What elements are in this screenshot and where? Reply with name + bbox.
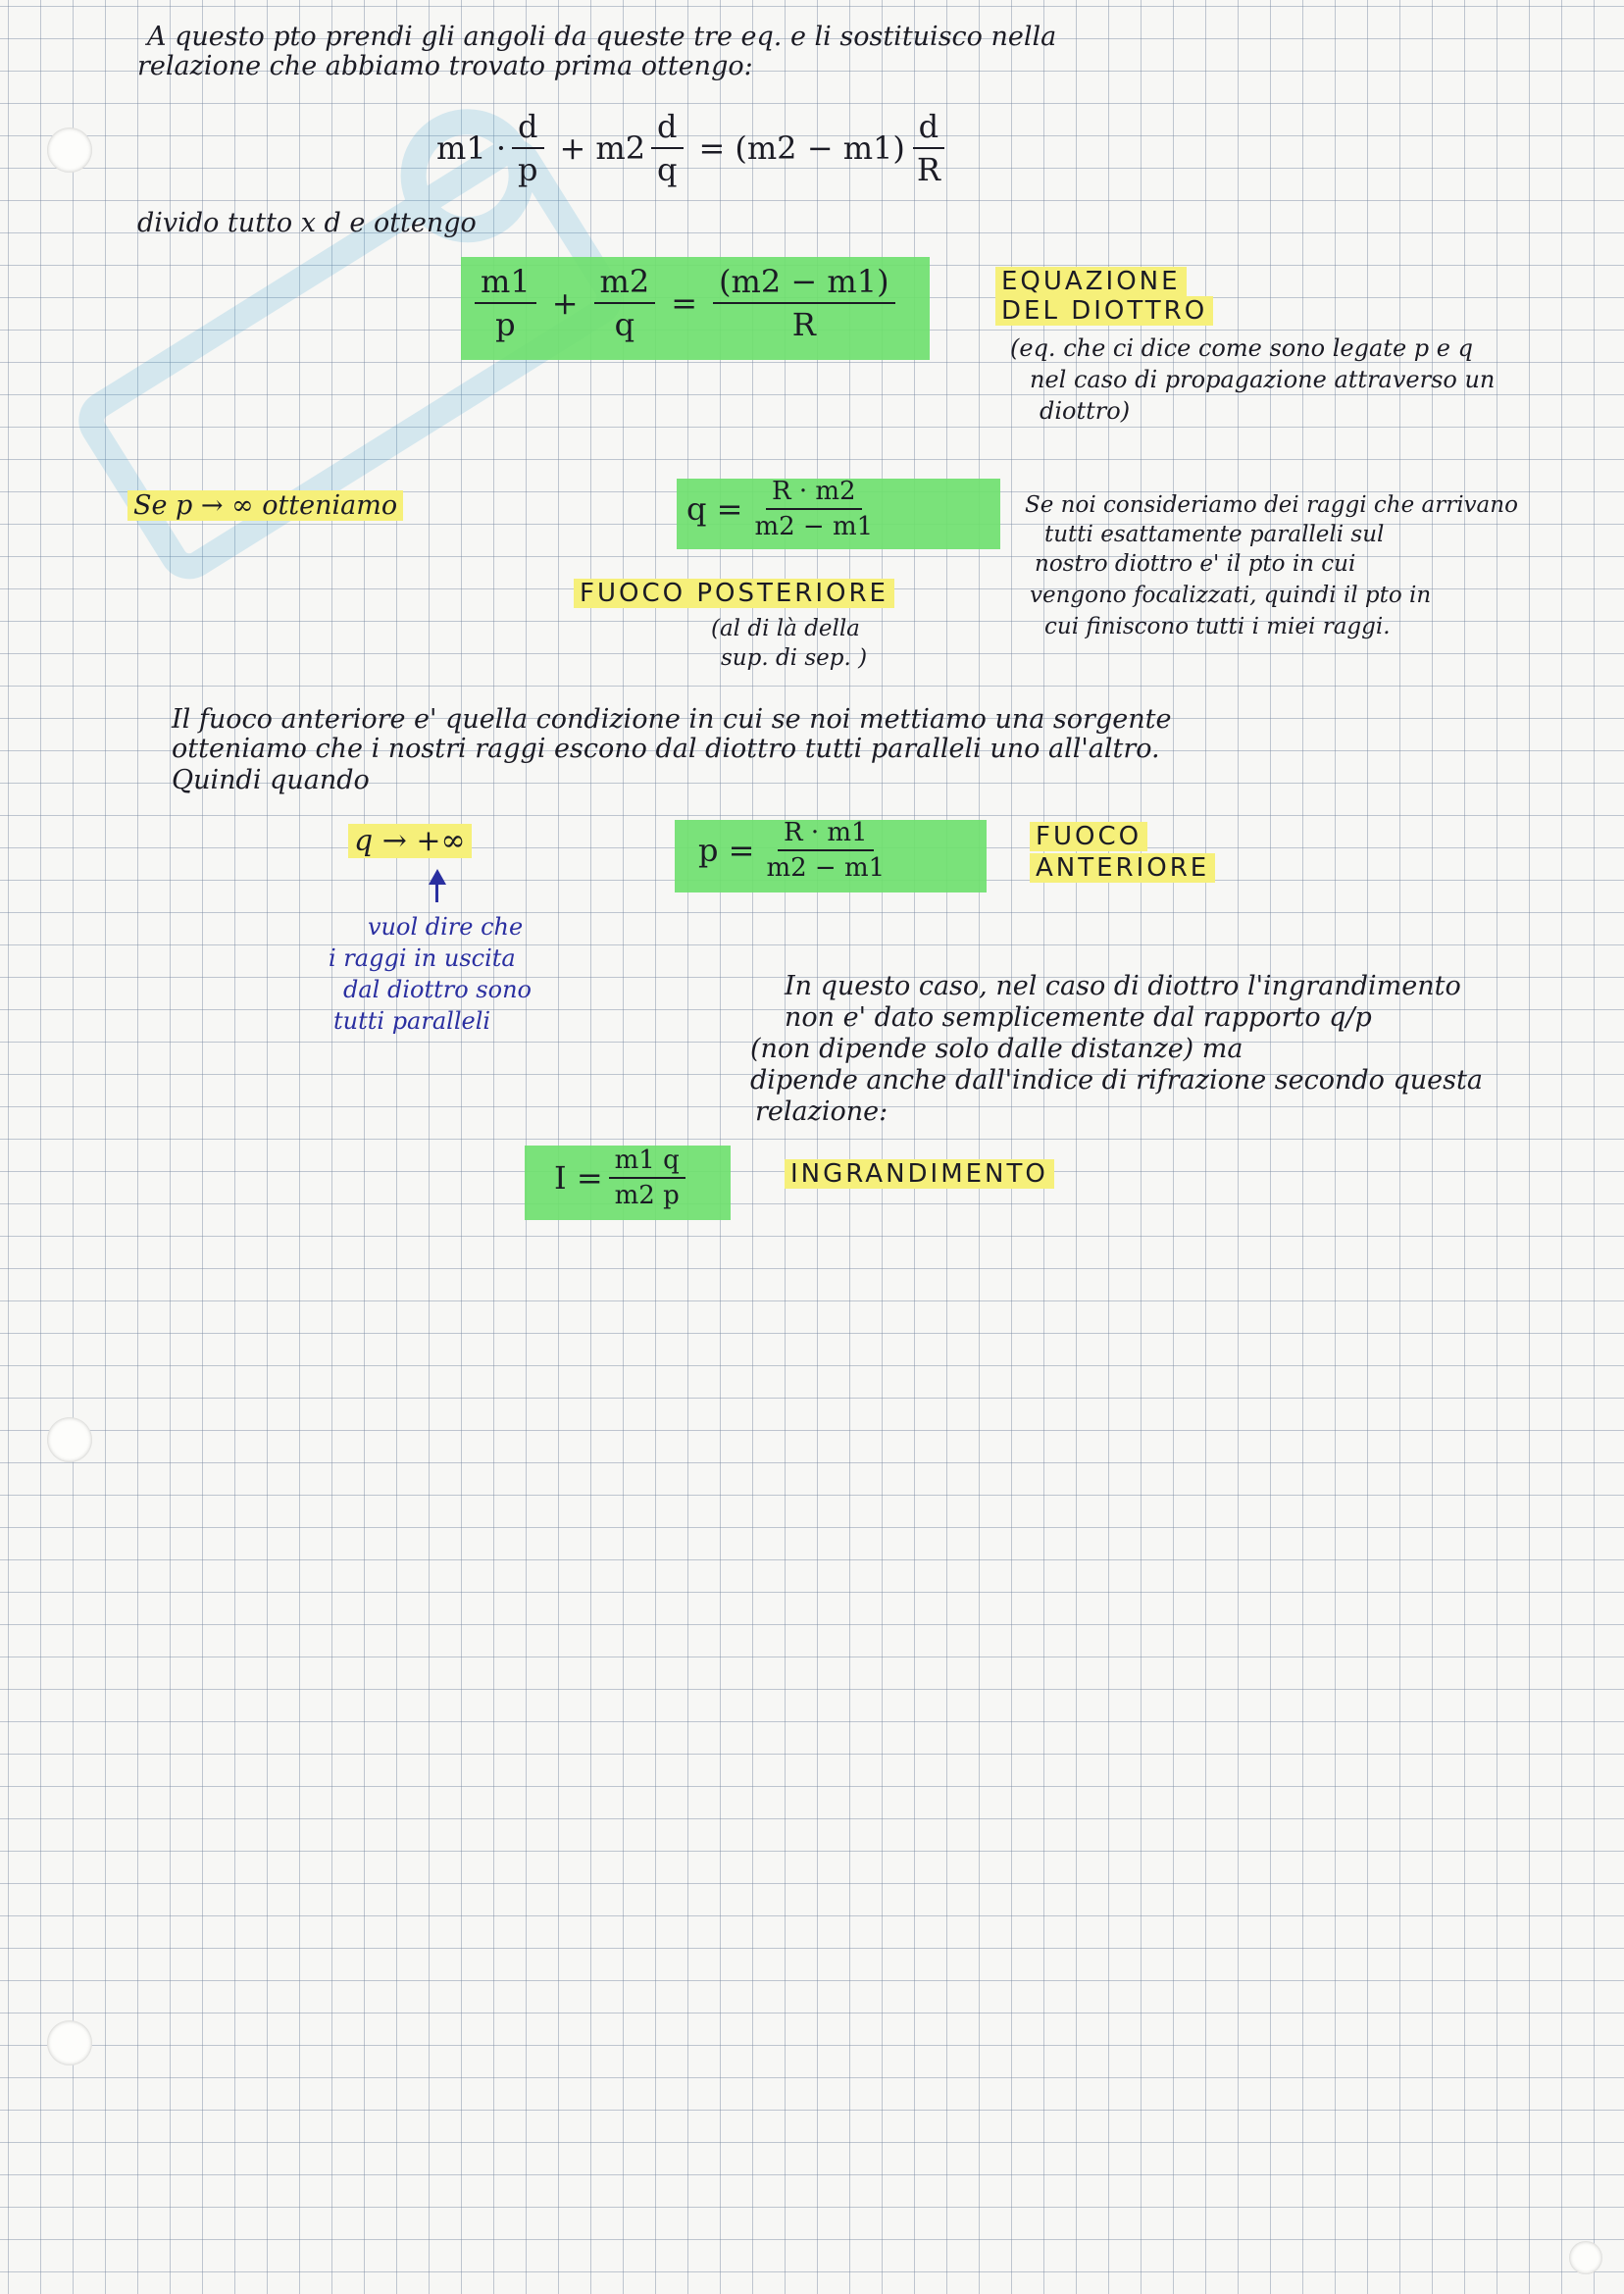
fraction-numerator: d xyxy=(913,108,944,149)
text-line: otteniamo che i nostri raggi escono dal diottro tutti paralleli uno all'altro. xyxy=(172,734,1160,764)
fraction xyxy=(748,477,879,541)
text-line: (al di là della xyxy=(711,616,860,641)
label-ingrandimento xyxy=(785,1159,1054,1190)
fraction-numerator: R · m2 xyxy=(766,477,862,510)
text-line: In questo caso, nel caso di diottro l'ingrandimento xyxy=(785,971,1461,1001)
blue-note: i raggi in uscita xyxy=(329,944,516,972)
page-margin-line xyxy=(137,0,139,2294)
fraction-numerator: R · m1 xyxy=(778,818,874,851)
fraction xyxy=(512,108,543,188)
label-fuoco xyxy=(1030,822,1147,852)
formula-ingrandimento xyxy=(554,1146,691,1210)
text-line xyxy=(127,490,403,521)
fraction xyxy=(609,1146,685,1210)
fraction-denominator: q xyxy=(614,306,635,343)
fraction-denominator: p xyxy=(495,306,516,343)
formula-term: p = xyxy=(698,832,755,869)
fraction-denominator: q xyxy=(657,151,678,188)
fraction xyxy=(911,108,946,188)
highlighted-text: q → +∞ xyxy=(348,824,472,858)
label-text: FUOCO POSTERIORE xyxy=(574,579,894,608)
fraction-denominator: p xyxy=(518,151,538,188)
fraction-denominator: m2 − m1 xyxy=(754,512,874,541)
plus-sign: + xyxy=(551,284,579,322)
label-anteriore xyxy=(1030,853,1215,884)
equals-sign: = xyxy=(698,129,726,167)
plus-sign: + xyxy=(559,129,586,167)
equals-sign: = xyxy=(671,284,698,322)
text-line: (eq. che ci dice come sono legate p e q xyxy=(1010,334,1473,362)
formula-term: I = xyxy=(554,1159,603,1197)
fraction-numerator: d xyxy=(651,108,683,149)
text-line: A questo pto prendi gli angoli da queste tre eq. e li sostituisco nella xyxy=(147,22,1057,52)
page-corner-mark xyxy=(1569,2241,1602,2274)
fraction-numerator: m1 q xyxy=(609,1146,685,1179)
text-line: diottro) xyxy=(1040,397,1131,425)
formula-term: (m2 − m1) xyxy=(735,129,905,167)
fraction-denominator: m2 p xyxy=(614,1181,680,1210)
fraction-numerator: (m2 − m1) xyxy=(713,263,895,304)
text-line: Se noi consideriamo dei raggi che arrivano xyxy=(1025,492,1518,518)
blue-note: vuol dire che xyxy=(368,913,524,941)
binder-hole xyxy=(47,1417,92,1462)
formula-term: m1 · xyxy=(436,129,507,167)
fraction xyxy=(651,108,683,188)
label-text: FUOCO xyxy=(1030,822,1147,851)
formula-fuoco-posteriore xyxy=(686,477,885,541)
text-line: divido tutto x d e ottengo xyxy=(137,208,477,238)
label-diottro xyxy=(995,296,1213,327)
label-text: EQUAZIONE xyxy=(995,267,1187,296)
label-equazione xyxy=(995,267,1187,297)
q-to-infinity xyxy=(348,826,472,856)
text-line: nel caso di propagazione attraverso un xyxy=(1030,366,1496,393)
text-line: tutti esattamente paralleli sul xyxy=(1044,522,1385,547)
arrow-up-icon xyxy=(435,883,438,902)
formula-term: q = xyxy=(686,490,743,528)
formula-1 xyxy=(436,108,952,188)
label-text: ANTERIORE xyxy=(1030,853,1215,883)
arrow-up-icon xyxy=(429,869,446,885)
fraction-denominator: R xyxy=(916,151,940,188)
fraction xyxy=(594,263,656,343)
text-line: non e' dato semplicemente dal rapporto q/p xyxy=(785,1002,1372,1033)
formula-equazione-diottro xyxy=(469,263,901,343)
text-line: sup. di sep. ) xyxy=(721,645,868,671)
label-text: INGRANDIMENTO xyxy=(785,1159,1054,1189)
text-line: dipende anche dall'indice di rifrazione secondo questa xyxy=(750,1065,1483,1096)
text-line: (non dipende solo dalle distanze) ma xyxy=(750,1034,1243,1064)
fraction-denominator: R xyxy=(791,306,816,343)
fraction-denominator: m2 − m1 xyxy=(766,853,886,883)
text-line: vengono focalizzati, quindi il pto in xyxy=(1030,583,1432,608)
fraction-numerator: m2 xyxy=(594,263,656,304)
fraction xyxy=(713,263,895,343)
fraction-numerator: m1 xyxy=(475,263,536,304)
text-line: nostro diottro e' il pto in cui xyxy=(1035,551,1356,577)
text-line: relazione che abbiamo trovato prima ottengo: xyxy=(137,51,753,81)
binder-hole xyxy=(47,127,92,173)
formula-term: m2 xyxy=(595,129,646,167)
label-text: DEL DIOTTRO xyxy=(995,296,1213,326)
blue-note: dal diottro sono xyxy=(343,976,532,1003)
fraction-numerator: d xyxy=(512,108,543,149)
blue-note: tutti paralleli xyxy=(333,1007,491,1035)
text-line: Quindi quando xyxy=(172,765,370,795)
binder-hole xyxy=(47,2020,92,2065)
fraction xyxy=(760,818,890,883)
text-line: relazione: xyxy=(755,1096,888,1127)
highlighted-text: Se p → ∞ otteniamo xyxy=(127,490,403,521)
text-line: Il fuoco anteriore e' quella condizione in cui se noi mettiamo una sorgente xyxy=(172,704,1172,735)
text-line: cui finiscono tutti i miei raggi. xyxy=(1044,614,1391,639)
formula-fuoco-anteriore xyxy=(698,818,896,883)
label-fuoco-posteriore xyxy=(574,579,894,609)
fraction xyxy=(475,263,536,343)
